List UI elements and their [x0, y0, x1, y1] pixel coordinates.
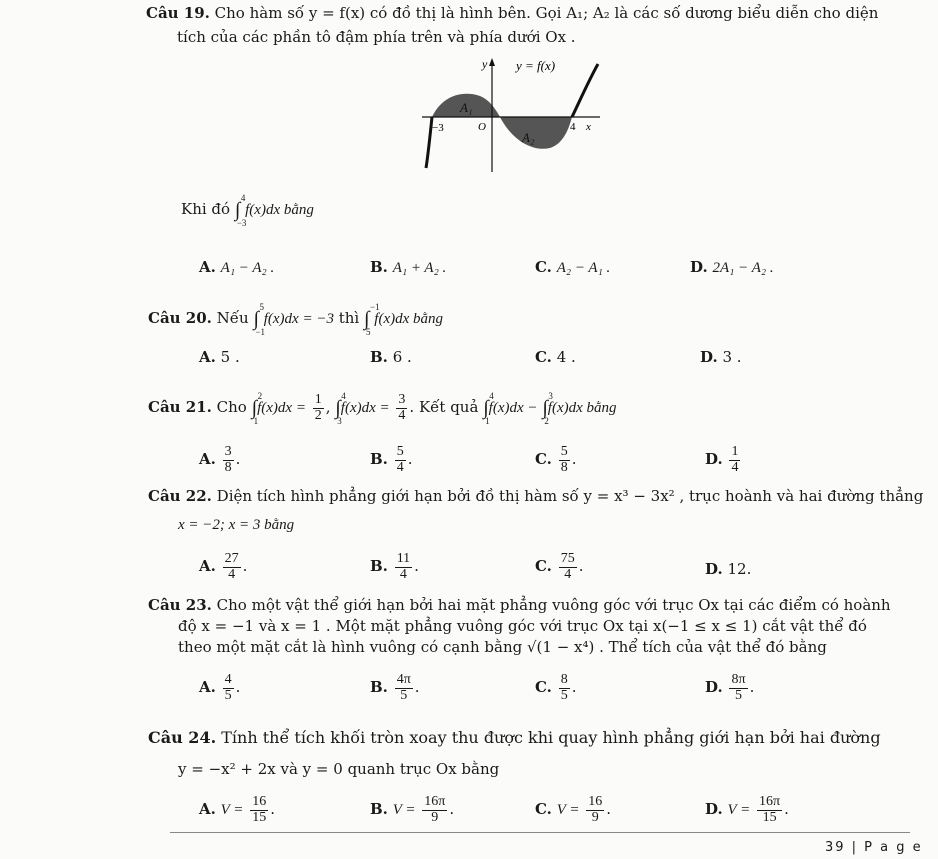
integral-sign: ∫ 4 3	[335, 391, 346, 427]
q22-text1: Diện tích hình phẳng giới hạn bởi đồ thị hàm số y = x³ − 3x² , trục hoành và hai đường thẳng	[216, 487, 924, 505]
q19-line1	[146, 4, 878, 22]
fraction	[395, 673, 413, 703]
q20-pre: Nếu	[216, 309, 249, 327]
opt-text: 6 .	[392, 348, 412, 366]
q21-option-a[interactable]: A. $\frac{3}{8}$ .	[199, 444, 241, 475]
numerator: 3	[224, 444, 232, 459]
q22-option-a[interactable]: A. $\frac{27}{4}$ .	[199, 551, 248, 582]
tick-4: 4	[570, 121, 576, 133]
opt-key: C.	[535, 800, 552, 819]
numerator: 16π	[759, 794, 781, 809]
fraction	[422, 795, 447, 825]
q19-stem-post: f(x)dx bằng	[245, 202, 314, 218]
denominator: 5	[560, 687, 568, 703]
q19-stem-pre: Khi đó	[181, 200, 231, 218]
q24-option-a[interactable]: A. V = $\frac{16}{15}$ .	[199, 794, 275, 825]
opt-key: D.	[690, 258, 708, 276]
opt-key: C.	[535, 678, 552, 697]
numerator: 27	[224, 551, 239, 566]
numerator: 8π	[731, 672, 746, 687]
int-lower: 2	[544, 416, 549, 427]
numerator: 1	[314, 392, 322, 407]
q24-text2: y = −x² + 2x và y = 0 quanh trục Ox bằng	[178, 760, 500, 778]
opt-key: B.	[370, 678, 388, 697]
integral-sign: ∫ 4 −3	[234, 193, 247, 228]
denominator: 15	[762, 809, 777, 825]
opt-key: B.	[370, 557, 388, 576]
opt-text: 12.	[727, 560, 752, 578]
q21-e3: f(x)dx −	[488, 400, 538, 417]
q20-expr2: f(x)dx bằng	[374, 311, 444, 327]
int-upper: −1	[370, 302, 380, 312]
opt-key: C.	[535, 258, 552, 276]
origin-label: O	[478, 121, 486, 133]
numerator: 4	[224, 672, 232, 687]
numerator: 11	[396, 551, 411, 566]
q19-label: Câu 19.	[146, 4, 210, 22]
opt-key: C.	[535, 450, 552, 469]
q24-option-c[interactable]: C. V = $\frac{16}{9}$ .	[535, 794, 612, 825]
fraction	[559, 673, 570, 703]
numerator: 16π	[424, 794, 446, 809]
label-a2: A₂	[522, 130, 535, 145]
int-lower: 5	[366, 327, 371, 337]
q22-line1	[148, 487, 923, 505]
fraction	[223, 673, 234, 703]
denominator: 4	[399, 566, 407, 582]
q20-option-b[interactable]	[370, 348, 412, 366]
q21-pre: Cho	[216, 398, 247, 417]
q23-text1: Cho một vật thể giới hạn bởi hai mặt phẳng vuông góc với trục Ox tại các điểm có hoành	[216, 596, 891, 614]
q20-option-d[interactable]	[700, 348, 742, 366]
denominator: 4	[564, 566, 572, 582]
q21-option-d[interactable]	[705, 445, 742, 475]
graph-title: y = f(x)	[516, 58, 556, 73]
numerator: 16	[252, 794, 267, 809]
numerator: 5	[560, 444, 568, 459]
denominator: 5	[224, 687, 232, 703]
denominator: 15	[252, 809, 267, 825]
opt-text: 2A₁ − A₂ .	[712, 260, 774, 276]
label-a1: A₁	[460, 100, 473, 115]
fraction	[395, 445, 406, 475]
q24-option-b[interactable]: B. V = $\frac{16\pi}{9}$ .	[370, 794, 455, 825]
opt-text: A₂ − A₁ .	[556, 260, 611, 276]
opt-pre: V =	[556, 802, 580, 819]
tick-neg3: −3	[432, 122, 444, 134]
int-upper: 3	[548, 391, 553, 402]
q23-option-b[interactable]: B. $\frac{4\pi}{5}$ .	[370, 672, 420, 703]
denominator: 5	[735, 687, 743, 703]
int-upper: 4	[489, 391, 494, 402]
q20-stem	[148, 302, 444, 337]
fraction	[586, 795, 604, 825]
fraction	[250, 795, 268, 825]
opt-text: A₁ + A₂ .	[392, 260, 447, 276]
q23-label: Câu 23.	[148, 596, 212, 614]
numerator: 1	[731, 444, 739, 459]
q23-option-d[interactable]: D. $\frac{8\pi}{5}$ .	[705, 672, 755, 703]
fraction	[729, 445, 740, 475]
int-lower: 1	[485, 416, 490, 427]
denominator: 4	[228, 566, 236, 582]
fraction	[223, 445, 234, 475]
numerator: 16	[588, 794, 603, 809]
opt-key: B.	[370, 258, 388, 276]
opt-key: D.	[705, 678, 723, 697]
q22-label: Câu 22.	[148, 487, 212, 505]
q24-text1: Tính thể tích khối tròn xoay thu được khi quay hình phẳng giới hạn bởi hai đường	[221, 728, 881, 747]
q24-line1	[148, 728, 881, 747]
q20-expr1: f(x)dx = −3	[263, 311, 334, 327]
q22-option-c[interactable]: C. $\frac{75}{4}$ .	[535, 551, 584, 582]
footer-rule	[170, 832, 910, 833]
denominator: 8	[224, 459, 232, 475]
int-upper: 4	[240, 193, 246, 203]
integral-sign: ∫ −1 5	[364, 302, 380, 337]
numerator: 5	[396, 444, 404, 459]
integral-sign: ∫ 4 1	[483, 391, 494, 427]
opt-key: D.	[705, 800, 723, 819]
q19-option-d[interactable]	[690, 258, 774, 277]
opt-key: C.	[535, 348, 552, 366]
q22-text2: x = −2; x = 3 bằng	[178, 517, 295, 533]
q21-option-c[interactable]: C. $\frac{5}{8}$ .	[535, 444, 577, 475]
q23-option-a[interactable]: A. $\frac{4}{5}$ .	[199, 672, 241, 703]
q23-line1	[148, 596, 891, 614]
int-upper: 4	[341, 391, 346, 402]
q23-text3: theo một mặt cắt là hình vuông có cạnh bằng √(1 − x⁴) . Thể tích của vật thể đó bằng	[178, 638, 827, 656]
denominator: 4	[398, 407, 406, 423]
q24-label: Câu 24.	[148, 728, 217, 747]
fraction	[729, 673, 747, 703]
q22-option-b[interactable]: B. $\frac{11}{4}$ .	[370, 551, 419, 582]
q21-label: Câu 21.	[148, 398, 212, 417]
q20-option-a[interactable]	[199, 348, 240, 366]
int-lower: 3	[337, 416, 342, 427]
fraction	[396, 393, 407, 423]
fraction	[223, 552, 241, 582]
denominator: 4	[731, 459, 739, 475]
numerator: 4π	[396, 672, 411, 687]
numerator: 3	[398, 392, 406, 407]
opt-key: B.	[370, 348, 388, 366]
opt-pre: V =	[220, 802, 244, 819]
y-axis-label: y	[482, 57, 488, 71]
int-upper: 5	[259, 302, 264, 312]
opt-pre: V =	[727, 802, 751, 819]
fraction	[313, 393, 324, 423]
q21-e4: f(x)dx bằng	[547, 400, 617, 417]
q19-option-c[interactable]	[535, 258, 610, 277]
q20-mid: thì	[338, 309, 360, 327]
int-upper: 2	[257, 391, 263, 402]
q21-stem: Câu 21. Cho ∫ 2 1 f(x)dx = $\frac{1}{2}$ , ∫ 4 3 f(x)dx = $\frac{3}{4}$ . Kết quả ∫ 4 1 f(x)dx − ∫ 3 2 f(x)dx bằng	[148, 391, 617, 427]
fraction	[559, 552, 577, 582]
fraction	[559, 445, 570, 475]
opt-key: A.	[199, 258, 216, 276]
fraction	[757, 795, 782, 825]
opt-key: A.	[199, 557, 216, 576]
q22-option-d[interactable]	[705, 560, 751, 578]
q24-option-d[interactable]: D. V = $\frac{16\pi}{15}$ .	[705, 794, 789, 825]
q23-option-c[interactable]: C. $\frac{8}{5}$ .	[535, 672, 577, 703]
opt-key: A.	[199, 450, 216, 469]
numerator: 75	[560, 551, 575, 566]
page-number: 39 | P a g e	[825, 840, 923, 855]
opt-text: 5 .	[220, 348, 240, 366]
denominator: 9	[591, 809, 599, 825]
q21-e1: f(x)dx =	[257, 400, 306, 417]
q19-text1: Cho hàm số y = f(x) có đồ thị là hình bên. Gọi A₁; A₂ là các số dương biểu diễn cho diện	[214, 4, 879, 22]
x-axis-label: x	[586, 121, 591, 133]
q19-option-b[interactable]	[370, 258, 446, 277]
denominator: 4	[396, 459, 404, 475]
integral-sign: ∫ 3 2	[542, 391, 553, 427]
fraction	[395, 552, 412, 582]
opt-key: B.	[370, 450, 388, 469]
opt-text: A₁ − A₂ .	[220, 260, 275, 276]
opt-key: D.	[700, 348, 718, 366]
opt-key: B.	[370, 800, 388, 819]
denominator: 5	[400, 687, 408, 703]
q21-option-b[interactable]: B. $\frac{5}{4}$ .	[370, 444, 413, 475]
q20-option-c[interactable]	[535, 348, 576, 366]
q19-option-a[interactable]	[199, 258, 274, 277]
q21-mid: . Kết quả	[409, 398, 479, 417]
integral-sign: ∫ 2 1	[251, 391, 263, 427]
opt-text: 4 .	[556, 348, 576, 366]
q19-graph	[422, 56, 602, 174]
opt-key: D.	[705, 450, 723, 469]
q19-text2: tích của các phần tô đậm phía trên và phía dưới Ox .	[177, 28, 576, 46]
denominator: 9	[431, 809, 439, 825]
opt-key: C.	[535, 557, 552, 576]
q21-e2: f(x)dx =	[340, 400, 390, 417]
opt-pre: V =	[392, 802, 416, 819]
opt-key: D.	[705, 560, 723, 578]
opt-text: 3 .	[722, 348, 742, 366]
denominator: 8	[560, 459, 568, 475]
int-lower: −3	[236, 218, 247, 228]
opt-key: A.	[199, 800, 216, 819]
integral-sign: ∫ 5 −1	[253, 302, 266, 337]
int-lower: −1	[255, 327, 266, 337]
opt-key: A.	[199, 348, 216, 366]
region-a2	[500, 117, 572, 149]
q20-label: Câu 20.	[148, 309, 212, 327]
denominator: 2	[314, 407, 322, 423]
numerator: 8	[560, 672, 568, 687]
q23-text2: độ x = −1 và x = 1 . Một mặt phẳng vuông góc với trục Ox tại x(−1 ≤ x ≤ 1) cắt vật thể đó	[178, 617, 867, 635]
opt-key: A.	[199, 678, 216, 697]
q19-stem	[181, 193, 314, 228]
int-lower: 1	[253, 416, 259, 427]
